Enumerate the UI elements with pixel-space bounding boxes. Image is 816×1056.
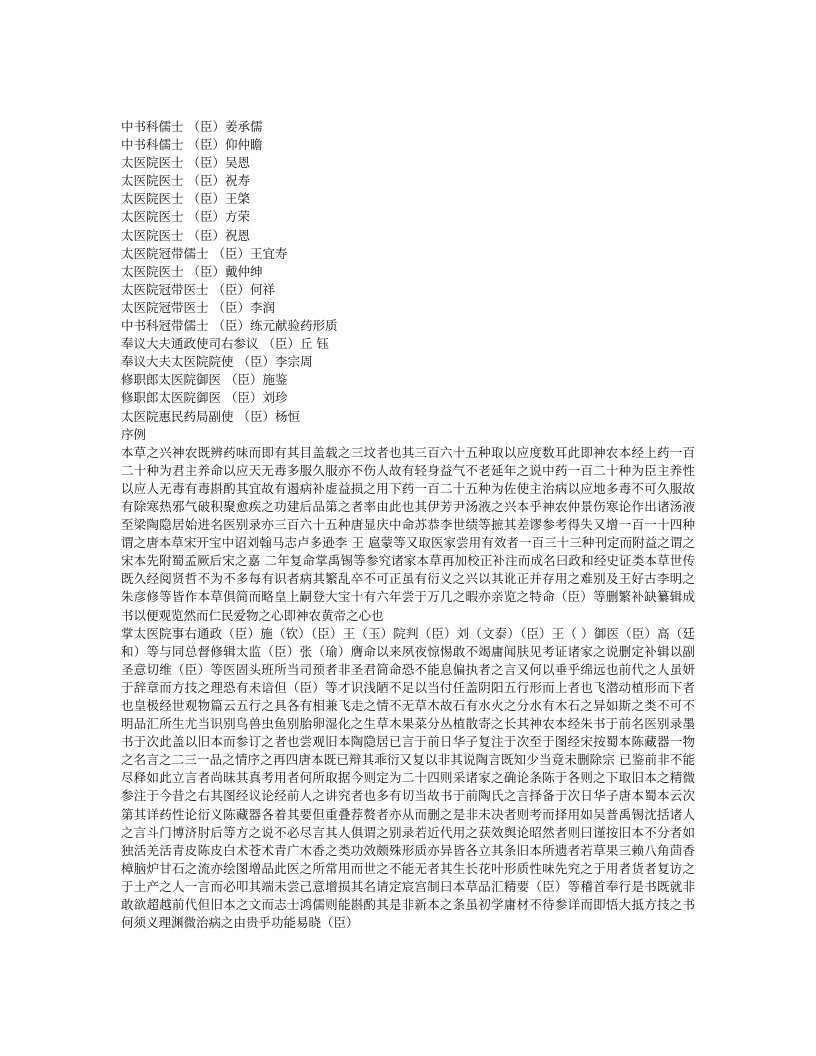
official-line: 太医院医士 （臣）方荣 xyxy=(121,209,250,225)
official-line: 太医院医士 （臣）王棨 xyxy=(121,191,250,207)
official-line: 太医院医士 （臣）祝恩 xyxy=(121,227,250,243)
official-line: 太医院冠带医士 （臣）何祥 xyxy=(121,281,275,297)
official-line: 太医院惠民药局副使 （臣）杨恒 xyxy=(121,408,300,424)
official-line: 太医院医士 （臣）戴仲绅 xyxy=(121,263,263,279)
official-line: 修职郎太医院御医 （臣）刘珍 xyxy=(121,390,288,406)
official-line: 太医院医士 （臣）祝寿 xyxy=(121,173,250,189)
official-line: 中书科儒士 （臣）仰仲瞻 xyxy=(121,137,263,153)
official-line: 太医院冠带医士 （臣）李润 xyxy=(121,299,275,315)
document-page xyxy=(121,118,695,932)
paragraph-compilation: 掌太医院事右通政（臣）施（钦）（臣）王（玉）院判（臣）刘（文泰）（臣）王（ ）御医（臣）高（廷和）等与同总督修辑太监（臣）张（瑜）膺命以来夙夜惊惕敢不竭庸闻肤见考证诸家之说删定补辑以副圣意切维（臣）等医固头班所当司预者非圣君简命恐不能息偏执者之言又何以垂乎绵远也前代之人虽妍于辞章而方技之理恐有未谙但（臣）等才识浅陋不足以当付任盖阴阳五行形而上者也飞潜动植形而下者也皇极经世观物篇云五行之具各有相兼飞走之情不无草木故石有水火之分水有木石之异如斯之类不可不明品汇所生尤当识别鸟兽虫鱼别胎卵湿化之生草木果菜分丛植散寄之长其神农本经朱书于前名医别录墨书于次此盖以旧本而参订之者也尝观旧本陶隐居已言于前日华子复注于次至于图经宋按蜀本陈藏器一物之名言之二三一品之情序之再四唐本既已辩其乖衍又复以非其说陶言既知少当竟未删除宗 已鉴前非不能尽释如此立言者尚昧其真考用者何所取据今则定为二十四则采诸家之确论条陈于各则之下取旧本之精微参注于今昔之右其图经议论经前人之讲究者也多有切当故书于前陶氏之言择备于次日华子唐本蜀本云次第其详药性论衍义陈藏器各着其要但重叠荐赘者亦从而删之是非未决者则考而择用如吴普禹锡沈括诸人之言斗门博济肘后等方之说不必尽言其人俱谓之别录若近代用之获效舆论昭然者则曰谨按旧本不分者如独活羌活青皮陈皮白术苍术青广木香之类功效颇殊形质亦异皆各立其条旧本所遗者若草果三赖八角茴香樟脑炉甘石之流亦绘图增品此医之所常用而世之不能无者其生长花叶形质性味先究之于用者货者复访之于土产之人一言而必叩其端未尝己意增损其名请定宸宫制曰本草品汇精要（臣）等稽首奉行是书既就非敢欲超越前代但旧本之文而志士鸿儒则能斟酌其是非新本之条虽初学庸材不待参详而即悟大抵方技之书何须义理渊微治病之由贵乎功能易晓（臣） xyxy=(121,625,695,931)
official-line: 太医院冠带儒士 （臣）王宜寿 xyxy=(121,245,288,261)
official-line: 中书科儒士 （臣）姜承儒 xyxy=(121,119,263,134)
paragraph-preface: 本草之兴神农既辨药味而即有其目盖载之三坟者也其三百六十五种取以应度数耳此即神农本经上药一百二十种为君主养命以应天无毒多服久服亦不伤人故有轻身益气不老延年之说中药一百二十种为臣主养性以应人无毒有毒斟酌其宜故有遏病补虚益损之用下药一百二十五种为佐使主治病以应地多毒不可久服故有除寒热邪气破积聚愈疾之功建后品第之者率由此也其伊芳尹汤液之兴本乎神农仲景伤寒论作出诸汤液至梁陶隐居始进名医别录亦三百六十五种唐显庆中命苏恭李世绩等摭其差谬参考得失又增一百一十四种谓之唐本草宋开宝中诏刘翰马志卢多逊李 王 扈蒙等又取医家尝用有效者一百三十三种刊定而附益之谓之宋本先附蜀孟厥后宋之嘉 二年复命掌禹锡等参究诸家本草再加校正补注而成名曰政和经史证类本草世传既久经阅贤哲不为不多每有识者病其繁乱卒不可正虽有衍义之兴以其讹正并存用之难别及王好古李明之朱彦修等皆作本草俱简而略皇上嗣登大宝十有六年尝于万几之暇亦亲览之特命（臣）等删繁补缺纂辑成书以便观览然而仁民爱物之心即神农黄帝之心也 xyxy=(121,444,695,623)
official-line: 中书科冠带儒士 （臣）练元献验药形质 xyxy=(121,318,338,334)
officials-list xyxy=(121,118,695,426)
official-line: 奉议大夫通政使司右参议 （臣）丘 钰 xyxy=(121,336,329,352)
section-title: 序例 xyxy=(121,426,147,442)
official-line: 太医院医士 （臣）吴恩 xyxy=(121,155,250,171)
official-line: 奉议大夫太医院院使 （臣）李宗周 xyxy=(121,354,313,370)
official-line: 修职郎太医院御医 （臣）施鉴 xyxy=(121,372,288,388)
